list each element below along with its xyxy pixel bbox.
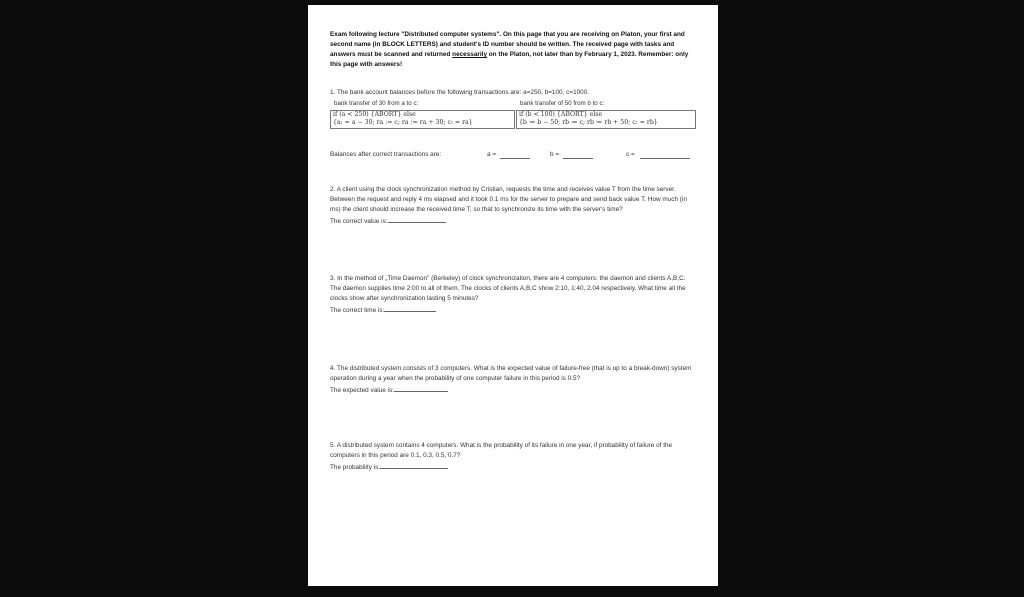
question-3-answer-row bbox=[330, 304, 698, 316]
transaction-right bbox=[516, 100, 696, 129]
balance-a-field[interactable] bbox=[500, 151, 530, 161]
balance-c-field[interactable] bbox=[640, 151, 690, 161]
question-4-answer-field[interactable] bbox=[394, 384, 448, 392]
question-1-text: 1. The bank account balances before the following transactions are: a=250, b=100, c=1000. bbox=[330, 89, 590, 96]
transaction-right-line-2: {b ≔ b − 50; rb ≔ c; rb ≔ rb + 50; c: = rb} bbox=[519, 119, 658, 127]
question-2 bbox=[330, 185, 698, 227]
transaction-left-line-1: if (a < 250) {ABORT} else bbox=[333, 110, 416, 118]
question-2-answer-field[interactable] bbox=[388, 215, 446, 223]
transaction-left-line-2: {a: = a − 30; ra := c; ra := ra + 30; c: = ra} bbox=[333, 119, 473, 127]
question-5 bbox=[330, 441, 698, 473]
instructions-text-2: on the Platon, not later than by February 1, 2023. Remember: only this page with answers! bbox=[330, 51, 689, 68]
transaction-right-title: bank transfer of 50 from b to c: bbox=[520, 100, 605, 107]
question-4-text: 4. The distributed system consists of 3 computers. What is the expected value of failure-free (that is up to a break-down) system operation during a year when the probability of one computer failure in this period is 0.5? bbox=[330, 365, 692, 382]
question-4-answer-label: The expected value is: bbox=[330, 387, 394, 394]
balances-label: Balances after correct transactions are: bbox=[330, 151, 442, 158]
question-4-answer-row bbox=[330, 384, 698, 396]
exam-page bbox=[308, 5, 718, 586]
transaction-right-code bbox=[516, 110, 696, 129]
question-3-answer-label: The correct time is: bbox=[330, 307, 385, 314]
question-2-answer-label: The correct value is: bbox=[330, 218, 388, 225]
transaction-right-line-1: if (b < 100) {ABORT} else bbox=[519, 110, 603, 118]
balance-b-field[interactable] bbox=[563, 151, 593, 161]
instructions-text-1: Exam following lecture "Distributed computer systems". On this page that you are receiving on Platon, your first and second name (in BLOCK LETTERS) and student's ID number should be written. The received page with tasks and answers must be scanned and returned bbox=[330, 31, 685, 58]
question-3-text: 3. In the method of „Time Daemon" (Berkeley) of clock synchronization, there are 4 computers: the daemon and clients A,B,C. The daemon supplies time 2:00 to all of them. The clocks of clients A,B,C show 2:10, 1:40, 2.04 respectively. What time all the clocks show after synchronization lasting 5 minutes? bbox=[330, 275, 686, 302]
instructions-underlined-word: necessarily bbox=[452, 51, 487, 58]
question-2-answer-row bbox=[330, 215, 698, 227]
question-4 bbox=[330, 364, 698, 396]
question-3 bbox=[330, 274, 698, 316]
question-3-answer-field[interactable] bbox=[384, 304, 436, 312]
balance-b-label: b = bbox=[550, 151, 560, 158]
question-5-text: 5. A distributed system contains 4 computers. What is the probability of its failure in one year, if probability of failure of the computers in this period are 0.1, 0.3, 0.5, 0.7? bbox=[330, 442, 673, 459]
question-2-text: 2. A client using the clock synchronization method by Cristian, requests the time and receives value T from the time server. Between the request and reply 4 ms elapsed and it took 0.1 ms for the server to prepare and send back value T. How much (in ms) the client should increase the received time T, so that to synchronize its time with the server's time? bbox=[330, 186, 687, 213]
balance-c-label: c = bbox=[626, 151, 635, 158]
transaction-left-code bbox=[330, 110, 515, 129]
question-5-answer-label: The probability is: bbox=[330, 464, 381, 471]
question-5-answer-field[interactable] bbox=[380, 461, 448, 469]
balance-a-label: a = bbox=[487, 151, 497, 158]
exam-instructions bbox=[330, 30, 700, 70]
transaction-left bbox=[330, 100, 515, 129]
transaction-left-title: bank transfer of 30 from a to c: bbox=[334, 100, 419, 107]
question-5-answer-row bbox=[330, 461, 698, 473]
